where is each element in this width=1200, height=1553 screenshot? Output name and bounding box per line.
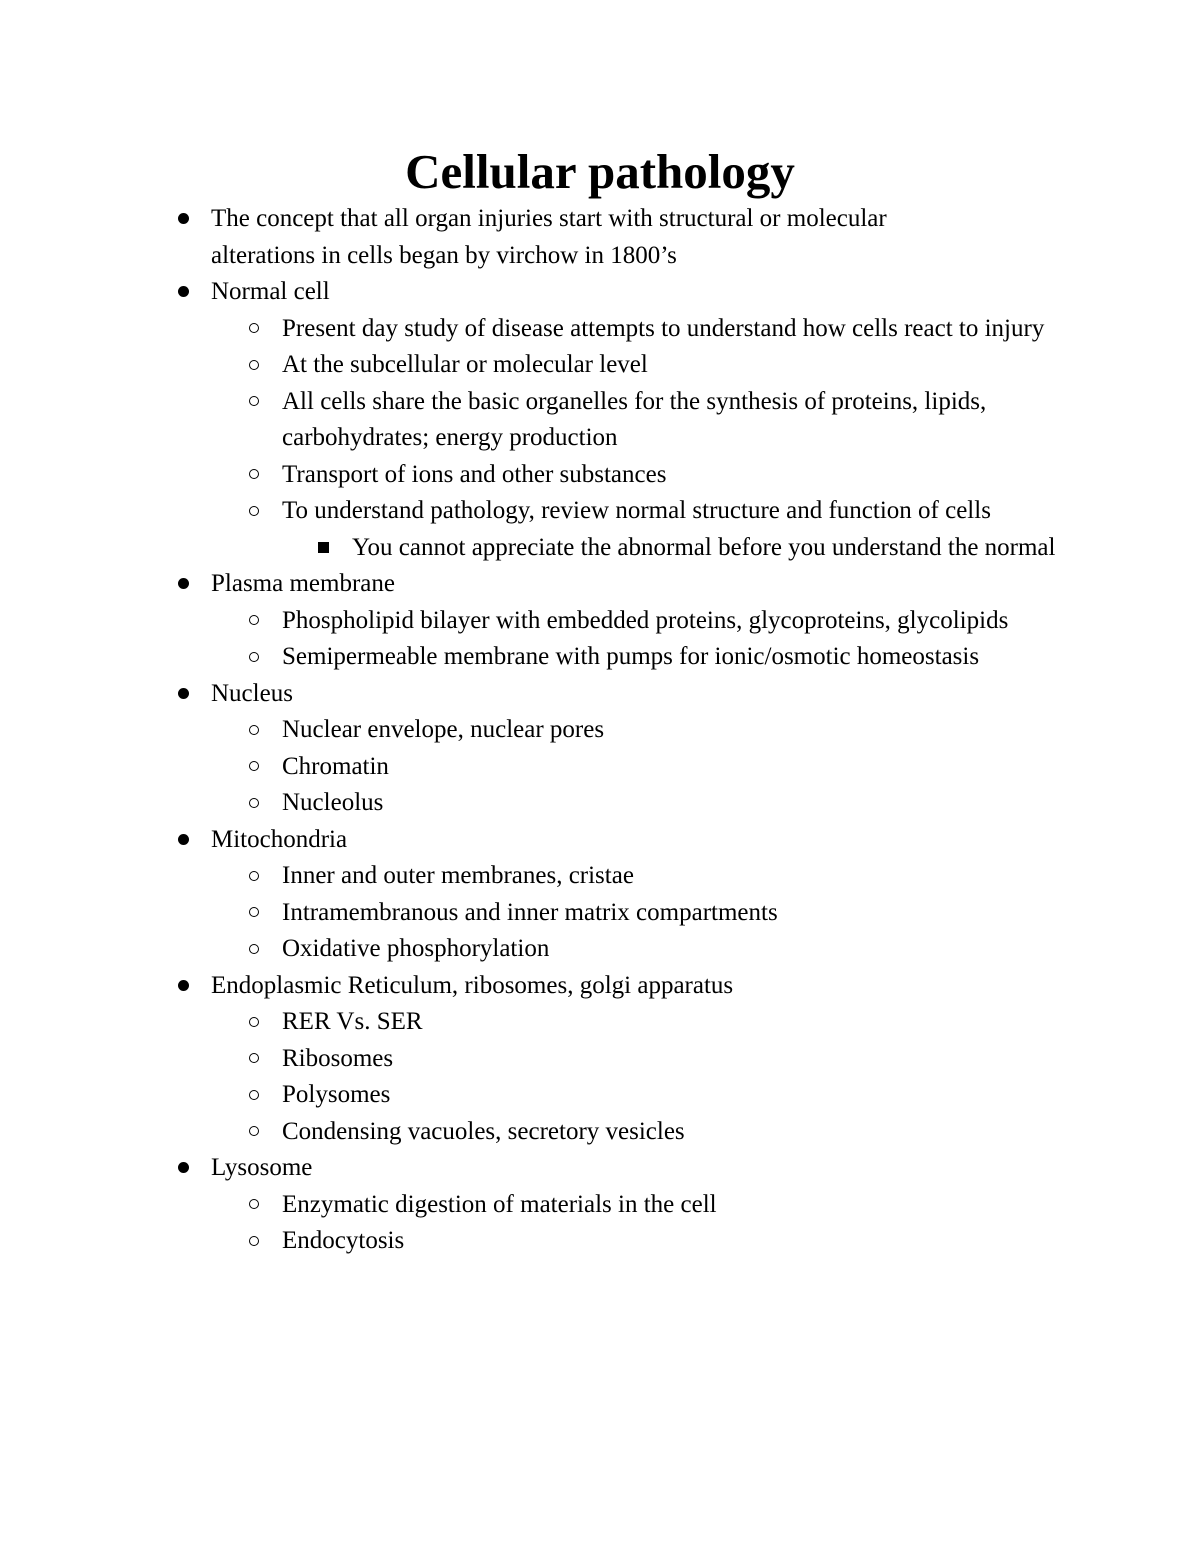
list-item: [0, 712, 1072, 749]
hollow-circle-bullet-icon: [249, 1004, 259, 1041]
list-item-text: Intramembranous and inner matrix compartments: [282, 898, 778, 926]
list-item: [0, 968, 981, 1005]
list-item: [0, 895, 1072, 932]
list-item-text: Nucleolus: [282, 789, 384, 816]
filled-circle-bullet-icon: [178, 274, 189, 311]
list-item-text: Semipermeable membrane with pumps for ionic/osmotic homeostasis: [282, 643, 980, 670]
list-item-text: You cannot appreciate the abnormal before you understand the normal: [352, 533, 1056, 561]
filled-circle-bullet-icon: [178, 201, 189, 238]
list-item: [0, 457, 1072, 494]
list-item-text: All cells share the basic organelles for the synthesis of proteins, lipids, carbohydrates; energy production: [282, 387, 987, 451]
list-item: [0, 931, 1072, 968]
hollow-circle-bullet-icon: [249, 603, 259, 640]
hollow-circle-bullet-icon: [249, 712, 259, 749]
hollow-circle-bullet-icon: [249, 1041, 259, 1078]
list-item-text: Mitochondria: [211, 825, 348, 853]
list-item-text: The concept that all organ injuries start with structural or molecular alterations in cells began by virchow in 1800’s: [211, 205, 887, 269]
list-item: [0, 384, 1072, 457]
list-item: [0, 1187, 1072, 1224]
hollow-circle-bullet-icon: [249, 749, 259, 786]
list-item: [0, 1114, 1072, 1151]
list-item: [0, 603, 1072, 640]
filled-circle-bullet-icon: [178, 676, 189, 713]
list-item-text: Oxidative phosphorylation: [282, 935, 550, 962]
list-item-text: Polysomes: [282, 1081, 391, 1108]
list-item: [0, 530, 1072, 567]
list-item-text: Endoplasmic Reticulum, ribosomes, golgi apparatus: [211, 971, 734, 999]
list-item: [0, 676, 981, 713]
hollow-circle-bullet-icon: [249, 1223, 259, 1260]
hollow-circle-bullet-icon: [249, 931, 259, 968]
hollow-circle-bullet-icon: [249, 384, 259, 421]
list-item: [0, 1150, 981, 1187]
hollow-circle-bullet-icon: [249, 858, 259, 895]
list-item: [0, 785, 1072, 822]
filled-circle-bullet-icon: [178, 566, 189, 603]
list-item: [0, 566, 981, 603]
bullet-outline: [0, 201, 1200, 1260]
hollow-circle-bullet-icon: [249, 457, 259, 494]
list-item-text: Transport of ions and other substances: [282, 460, 667, 488]
list-item-text: Nuclear envelope, nuclear pores: [282, 716, 605, 743]
list-item-text: Inner and outer membranes, cristae: [282, 862, 634, 889]
list-item: [0, 1041, 1072, 1078]
hollow-circle-bullet-icon: [249, 785, 259, 822]
list-item-text: Endocytosis: [282, 1227, 405, 1254]
hollow-circle-bullet-icon: [249, 1187, 259, 1224]
list-item-text: Nucleus: [211, 679, 293, 707]
list-item: [0, 274, 981, 311]
list-item-text: Present day study of disease attempts to understand how cells react to injury: [282, 314, 1045, 342]
list-item-text: To understand pathology, review normal structure and function of cells: [282, 497, 991, 524]
list-item: [0, 639, 1072, 676]
hollow-circle-bullet-icon: [249, 1077, 259, 1114]
filled-circle-bullet-icon: [178, 822, 189, 859]
list-item: [0, 858, 1072, 895]
list-item: [0, 1004, 1072, 1041]
list-item: [0, 749, 1072, 786]
hollow-circle-bullet-icon: [249, 311, 259, 348]
list-item-text: Ribosomes: [282, 1044, 394, 1072]
list-item-text: Condensing vacuoles, secretory vesicles: [282, 1117, 685, 1145]
hollow-circle-bullet-icon: [249, 895, 259, 932]
list-item-text: Enzymatic digestion of materials in the cell: [282, 1190, 717, 1218]
list-item: [0, 347, 1072, 384]
list-item: [0, 201, 981, 274]
hollow-circle-bullet-icon: [249, 493, 259, 530]
list-item: [0, 1077, 1072, 1114]
list-item-text: Plasma membrane: [211, 570, 395, 597]
list-item-text: At the subcellular or molecular level: [282, 351, 648, 378]
hollow-circle-bullet-icon: [249, 639, 259, 676]
list-item-text: Lysosome: [211, 1154, 313, 1181]
filled-circle-bullet-icon: [178, 968, 189, 1005]
list-item: [0, 822, 981, 859]
page-title: Cellular pathology: [405, 144, 795, 199]
hollow-circle-bullet-icon: [249, 1114, 259, 1151]
list-item-text: Normal cell: [211, 278, 330, 305]
list-item: [0, 1223, 1072, 1260]
list-item: [0, 311, 1072, 348]
list-item-text: Chromatin: [282, 752, 389, 780]
filled-circle-bullet-icon: [178, 1150, 189, 1187]
list-item-text: Phospholipid bilayer with embedded proteins, glycoproteins, glycolipids: [282, 606, 1009, 634]
list-item: [0, 493, 1072, 530]
square-bullet-icon: [318, 530, 329, 567]
list-item-text: RER Vs. SER: [282, 1008, 423, 1035]
hollow-circle-bullet-icon: [249, 347, 259, 384]
